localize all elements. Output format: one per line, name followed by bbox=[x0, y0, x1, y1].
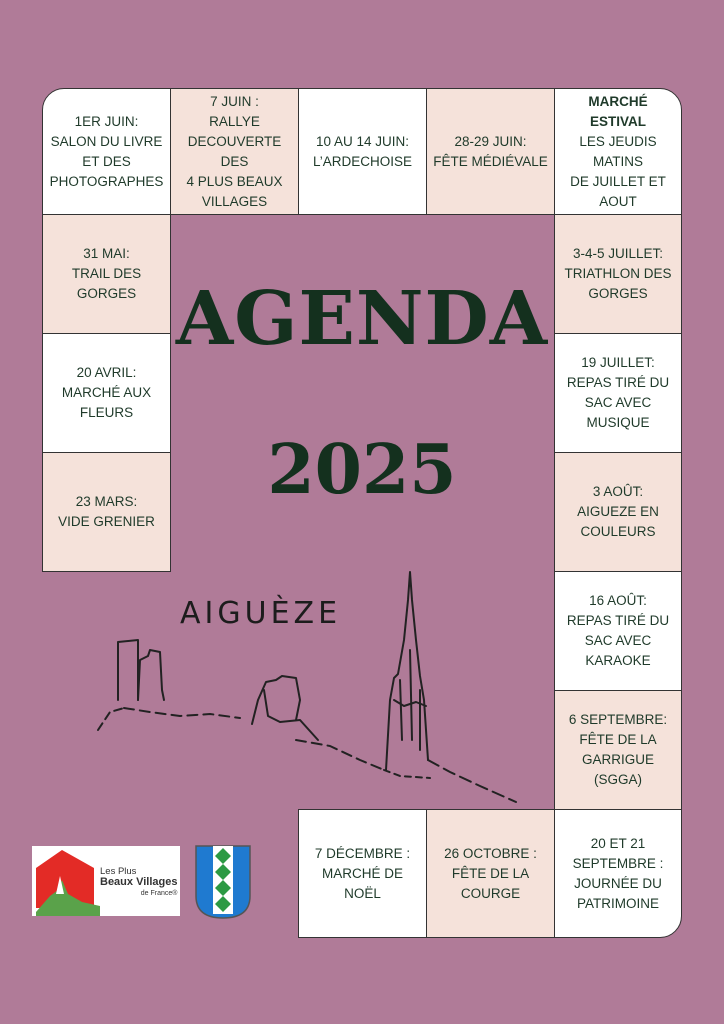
page-title: AGENDA bbox=[175, 276, 549, 362]
event-text: 7 JUIN : RALLYE DECOUVERTE DES 4 PLUS BEAUX VILLAGES bbox=[186, 93, 283, 209]
event-text: 26 OCTOBRE : FÊTE DE LA COURGE bbox=[444, 845, 537, 901]
event-text: LES JEUDIS MATINS DE JUILLET ET AOUT bbox=[570, 133, 666, 209]
event-text: 10 AU 14 JUIN: L’ARDECHOISE bbox=[312, 133, 413, 169]
event-text: 3 AOÛT: AIGUEZE EN COULEURS bbox=[577, 484, 659, 539]
event-text: 19 JUILLET: REPAS TIRÉ DU SAC AVEC MUSIQUE bbox=[566, 355, 670, 430]
event-text: 6 SEPTEMBRE: FÊTE DE LA GARRIGUE (SGGA) bbox=[568, 712, 668, 787]
red-house-icon bbox=[32, 846, 102, 916]
village-name: AIGUÈZE bbox=[180, 596, 342, 631]
event-text: 7 DÉCEMBRE : MARCHÉ DE NOËL bbox=[314, 845, 411, 901]
event-text: 16 AOÛT: REPAS TIRÉ DU SAC AVEC KARAOKE bbox=[566, 593, 670, 668]
event-text: 20 ET 21 SEPTEMBRE : JOURNÉE DU PATRIMOINE bbox=[572, 835, 664, 911]
coat-of-arms-icon bbox=[194, 844, 252, 920]
event-text: 23 MARS: VIDE GRENIER bbox=[58, 494, 155, 529]
logo-line2: Beaux Villages bbox=[100, 876, 178, 888]
event-text: 31 MAI: TRAIL DES GORGES bbox=[71, 246, 142, 301]
logo-text bbox=[100, 866, 177, 899]
event-text: 28-29 JUIN: FÊTE MÉDIÉVALE bbox=[433, 133, 548, 169]
beaux-villages-logo bbox=[32, 846, 180, 916]
event-text: 3-4-5 JUILLET: TRIATHLON DES GORGES bbox=[564, 246, 672, 301]
event-text: 1ER JUIN: SALON DU LIVRE ET DES PHOTOGRAPHES bbox=[49, 113, 164, 189]
logo-line3: de France® bbox=[140, 890, 178, 897]
year-title: 2025 bbox=[267, 430, 457, 510]
logo-line1: Les Plus bbox=[100, 866, 137, 877]
event-heading: MARCHÉ ESTIVAL bbox=[588, 93, 648, 129]
event-text: 20 AVRIL: MARCHÉ AUX FLEURS bbox=[61, 365, 152, 420]
